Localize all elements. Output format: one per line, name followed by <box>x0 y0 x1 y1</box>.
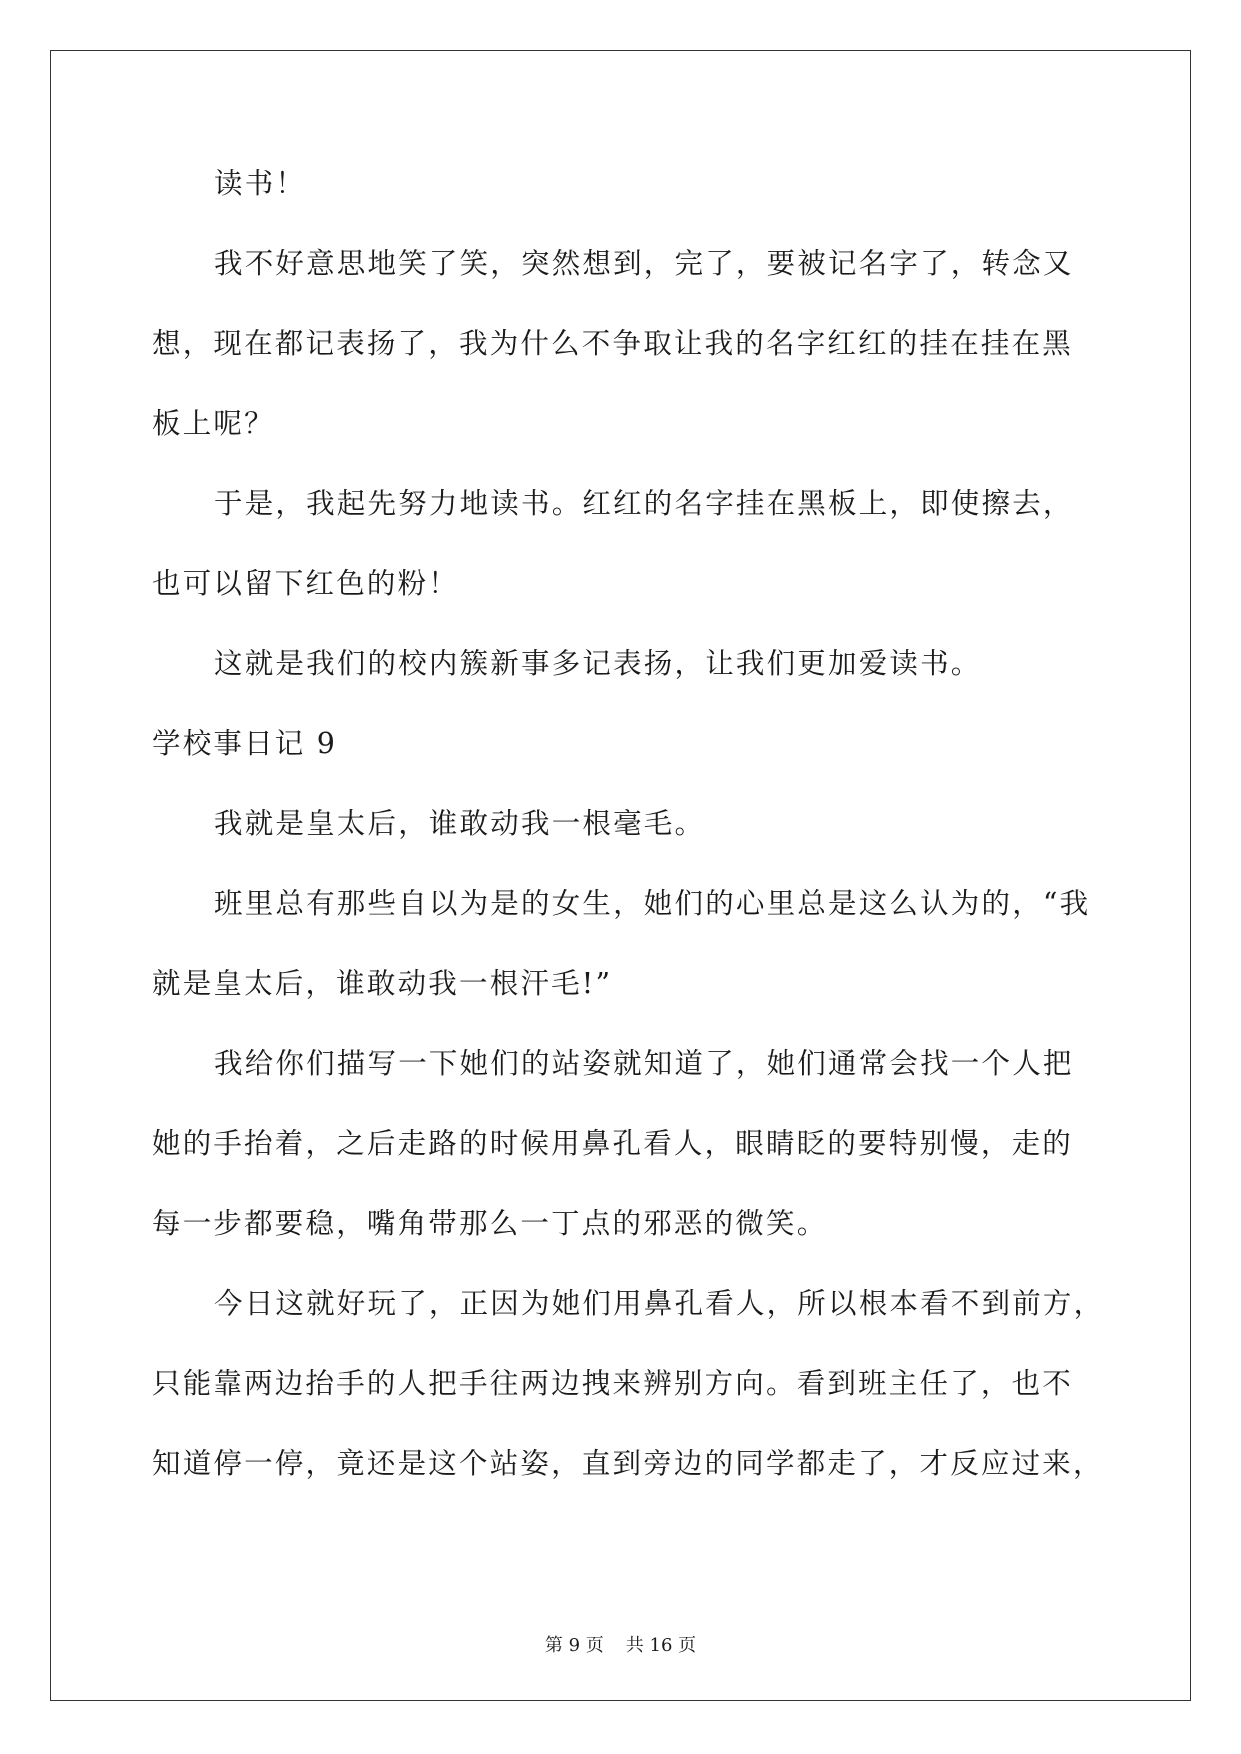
paragraph-line: 今日这就好玩了，正因为她们用鼻孔看人，所以根本看不到前方， <box>214 1287 1105 1320</box>
paragraph-line: 班里总有那些自以为是的女生，她们的心里总是这么认为的，“我 <box>214 887 1091 920</box>
paragraph-line: 每一步都要稳，嘴角带那么一丁点的邪恶的微笑。 <box>152 1207 828 1240</box>
paragraph-line: 板上呢？ <box>152 407 275 440</box>
paragraph-line: 就是皇太后，谁敢动我一根汗毛!” <box>152 967 613 1000</box>
paragraph-line: 只能靠两边抬手的人把手往两边拽来辨别方向。看到班主任了，也不 <box>152 1367 1074 1400</box>
paragraph-line: 我给你们描写一下她们的站姿就知道了，她们通常会找一个人把 <box>214 1047 1074 1080</box>
paragraph-line: 这就是我们的校内簇新事多记表扬，让我们更加爱读书。 <box>214 647 982 680</box>
paragraph-line: 她的手抬着，之后走路的时候用鼻孔看人，眼睛眨的要特别慢，走的 <box>152 1127 1074 1160</box>
paragraph-line: 也可以留下红色的粉！ <box>152 567 460 600</box>
section-heading: 学校事日记 9 <box>152 727 338 760</box>
paragraph-line: 于是，我起先努力地读书。红红的名字挂在黑板上，即使擦去， <box>214 487 1074 520</box>
page-total: 共 16 页 <box>625 1635 697 1656</box>
page-number: 第 9 页 <box>544 1635 604 1656</box>
paragraph-line: 读书！ <box>214 167 307 200</box>
document-body <box>152 164 1105 1524</box>
paragraph-line: 知道停一停，竟还是这个站姿，直到旁边的同学都走了，才反应过来， <box>152 1447 1104 1480</box>
paragraph-line: 我不好意思地笑了笑，突然想到，完了，要被记名字了，转念又 <box>214 247 1074 280</box>
paragraph-line: 想，现在都记表扬了，我为什么不争取让我的名字红红的挂在挂在黑 <box>152 327 1074 360</box>
page-footer <box>0 1634 1241 1658</box>
paragraph-line: 我就是皇太后，谁敢动我一根毫毛。 <box>214 807 706 840</box>
